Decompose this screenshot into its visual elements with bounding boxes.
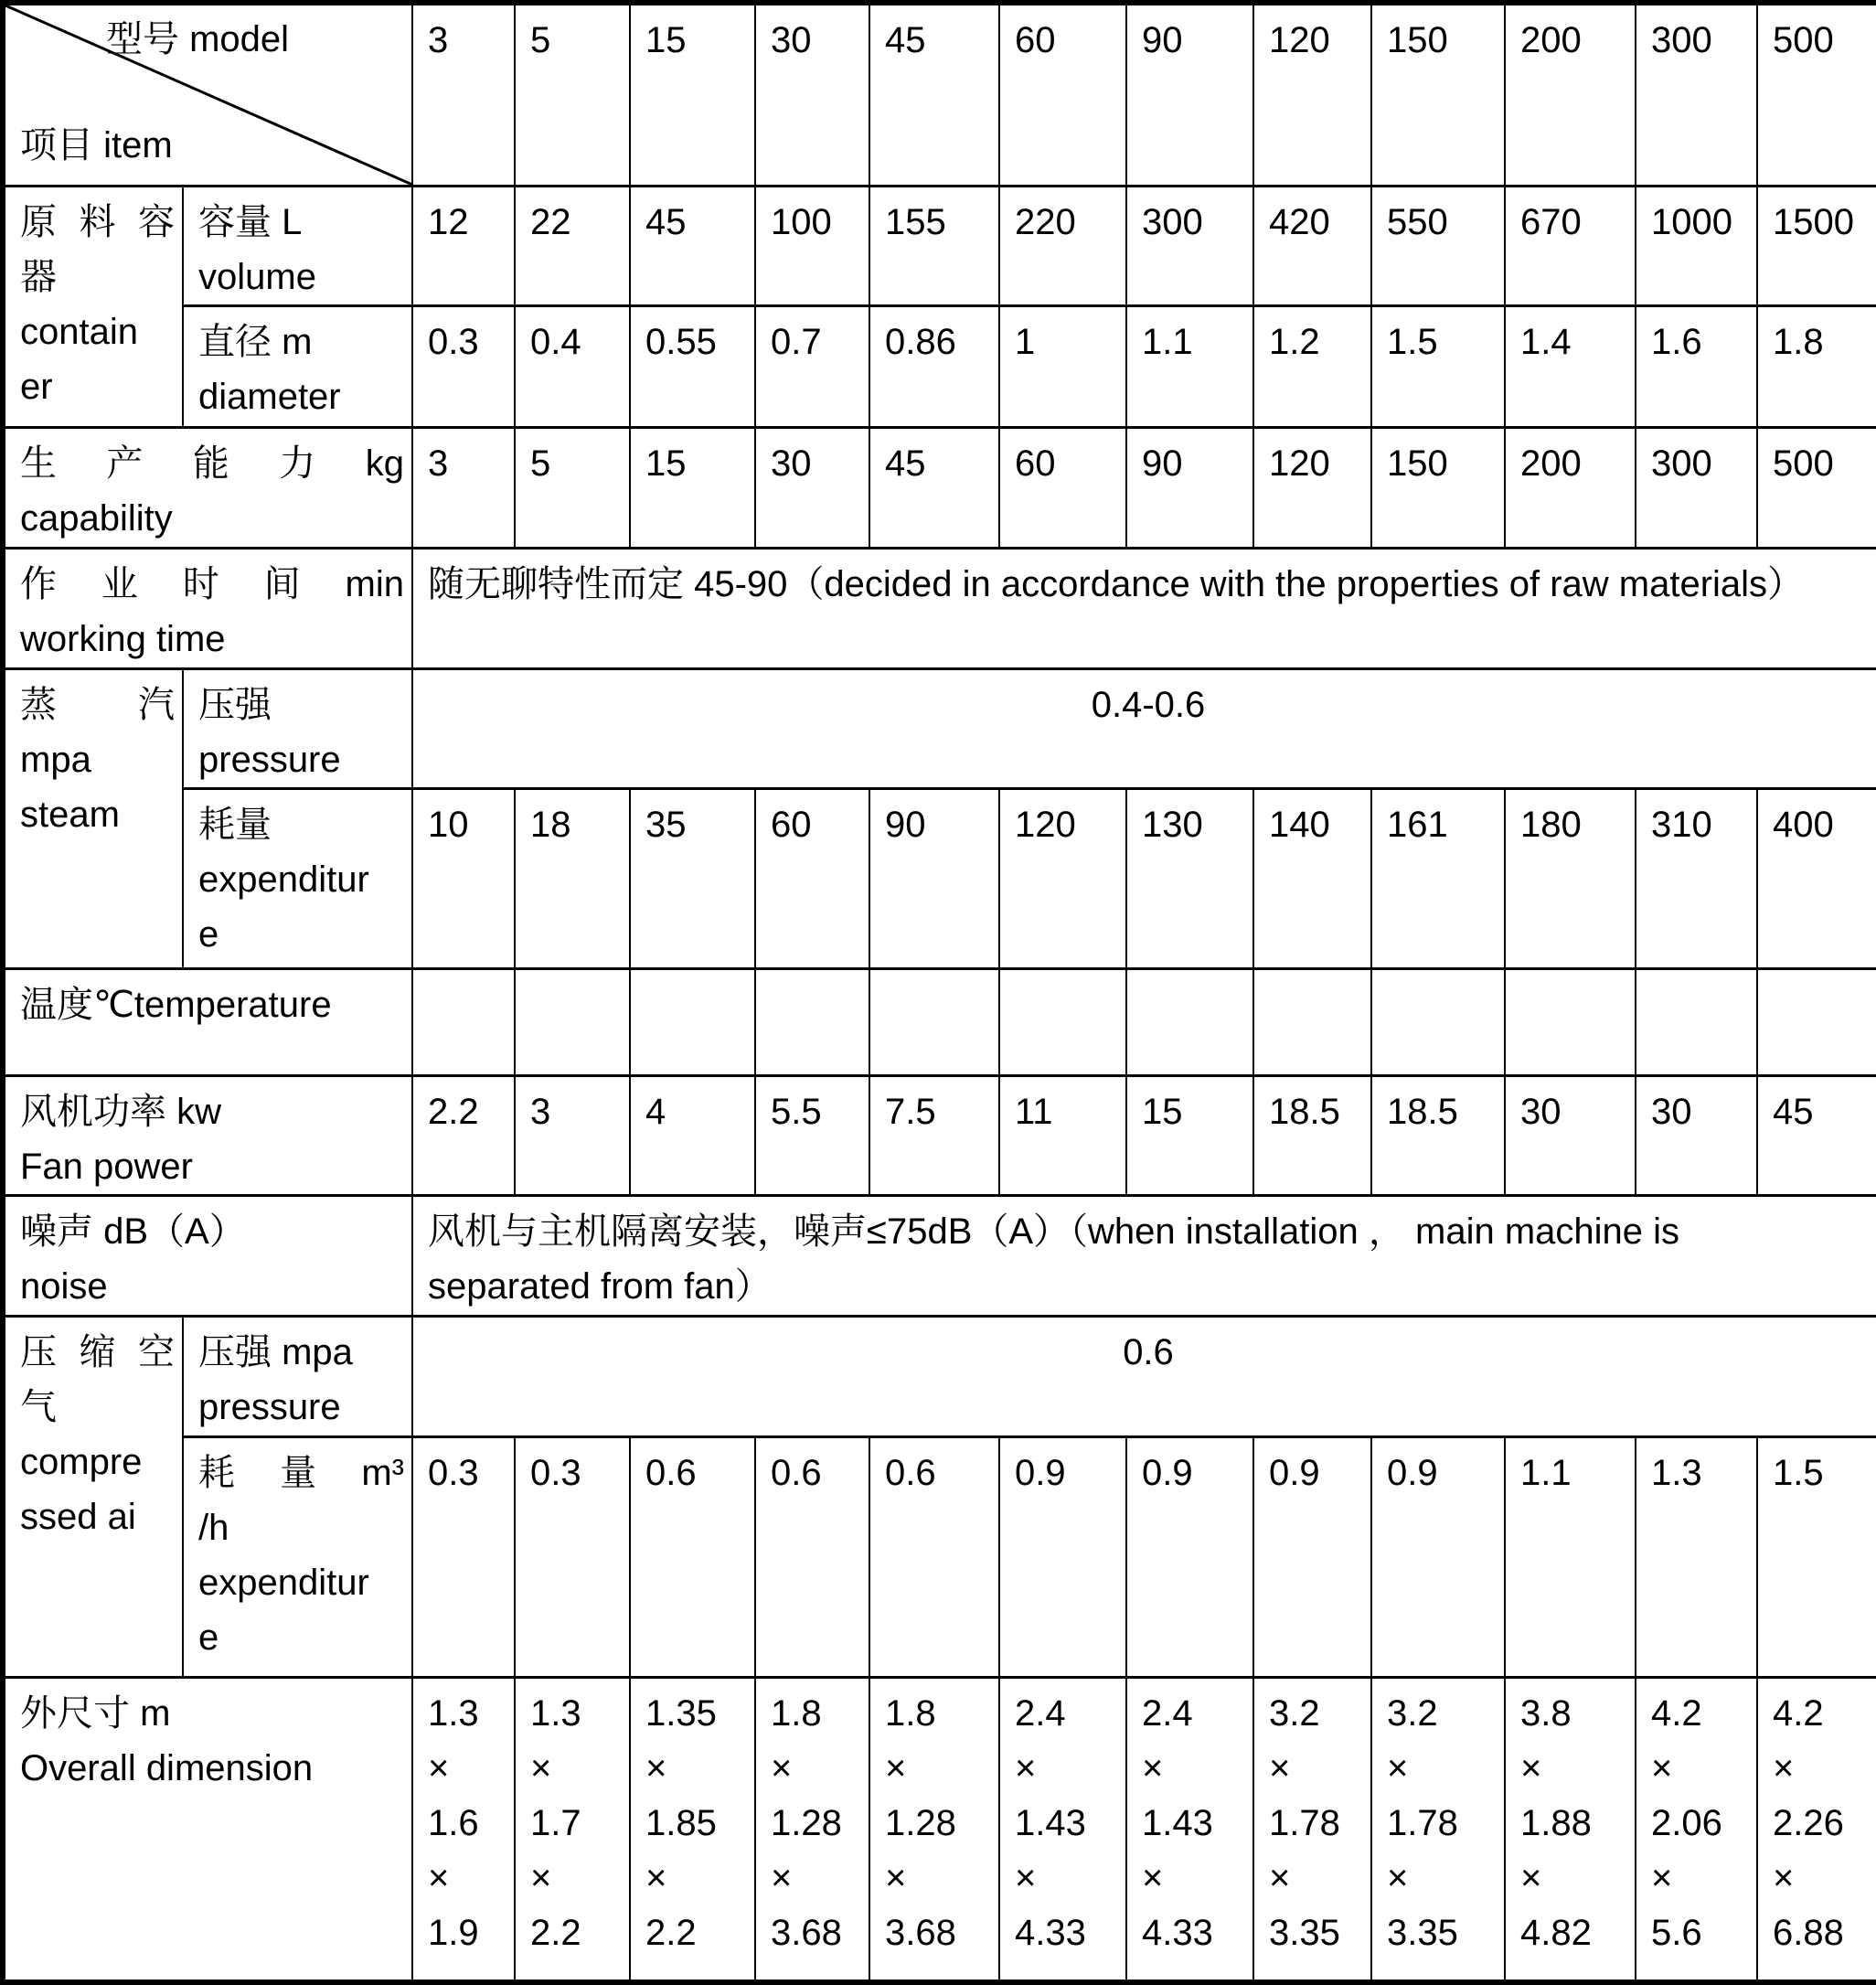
dimension-line: ×: [771, 1747, 793, 1788]
capability-value-cell: 120: [1253, 427, 1371, 548]
dimension-line: 4.33: [1142, 1912, 1213, 1953]
steam-expenditure-value-cell: 90: [869, 788, 999, 968]
diameter-value-cell: 0.4: [515, 305, 630, 427]
dimension-line: 2.2: [645, 1912, 697, 1953]
model-header-cell: 3: [412, 3, 515, 186]
model-header-cell: 45: [869, 3, 999, 186]
row-air-expenditure: [3, 1436, 1876, 1677]
dimension-line: ×: [428, 1857, 450, 1898]
diameter-value-cell: 1: [999, 305, 1126, 427]
dimension-line: 3.2: [1387, 1692, 1438, 1734]
text-line: 蒸 汽: [20, 684, 175, 725]
diameter-value-cell: 1.1: [1126, 305, 1253, 427]
model-header-cell: 300: [1636, 3, 1757, 186]
air-expenditure-value-cell: 0.3: [412, 1436, 515, 1677]
dimension-line: ×: [1651, 1747, 1673, 1788]
temperature-value-cell: [1757, 968, 1876, 1075]
dimension-line: 2.4: [1015, 1692, 1066, 1734]
dimension-line: 4.33: [1015, 1912, 1086, 1953]
temperature-value-cell: [1126, 968, 1253, 1075]
label-temperature: [3, 968, 412, 1075]
row-steam-pressure: [3, 668, 1876, 788]
model-header-cell: 150: [1371, 3, 1505, 186]
text-line: er: [20, 366, 53, 407]
text-line: 风机功率 kw: [20, 1091, 221, 1132]
dimension-line: 2.2: [530, 1912, 581, 1953]
text-line: noise: [20, 1265, 108, 1307]
air-expenditure-value-cell: 1.1: [1505, 1436, 1636, 1677]
text-line: 耗 量 m³: [198, 1452, 404, 1493]
dimension-line: 1.6: [428, 1802, 479, 1843]
dimension-value-cell: [1505, 1677, 1636, 1982]
steam-expenditure-value-cell: 130: [1126, 788, 1253, 968]
fan-power-value-cell: 3: [515, 1075, 630, 1195]
dimension-line: ×: [1651, 1857, 1673, 1898]
label-volume: [183, 186, 412, 305]
capability-value-cell: 5: [515, 427, 630, 548]
dimension-line: ×: [1773, 1857, 1795, 1898]
model-header-cell: 5: [515, 3, 630, 186]
dimension-line: 4.82: [1520, 1912, 1592, 1953]
dimension-line: ×: [885, 1857, 907, 1898]
capability-value-cell: 3: [412, 427, 515, 548]
dimension-line: ×: [1142, 1747, 1164, 1788]
corner-item-label: 项目 item: [20, 124, 173, 165]
dimension-line: 3.68: [885, 1912, 956, 1953]
dimension-line: 6.88: [1773, 1912, 1844, 1953]
dimension-value-cell: [755, 1677, 869, 1982]
label-working-time: [3, 548, 412, 668]
text-line: 温度℃temperature: [20, 984, 332, 1025]
label-steam-expenditure: [183, 788, 412, 968]
volume-value-cell: 100: [755, 186, 869, 305]
fan-power-value-cell: 5.5: [755, 1075, 869, 1195]
dimension-value-cell: [630, 1677, 755, 1982]
row-steam-expenditure: [3, 788, 1876, 968]
dimension-line: ×: [1015, 1747, 1037, 1788]
dimension-line: ×: [885, 1747, 907, 1788]
dimension-line: 1.78: [1387, 1802, 1458, 1843]
dimension-line: 1.78: [1269, 1802, 1340, 1843]
diameter-value-cell: 1.2: [1253, 305, 1371, 427]
volume-value-cell: 1500: [1757, 186, 1876, 305]
text-line: pressure: [198, 1386, 341, 1427]
text-line: steam: [20, 794, 120, 835]
text-line: diameter: [198, 376, 341, 417]
dimension-line: ×: [1387, 1857, 1409, 1898]
text-line: pressure: [198, 739, 341, 780]
text-line: volume: [198, 256, 316, 297]
dimension-line: 1.8: [885, 1692, 936, 1734]
header-row: [3, 3, 1876, 186]
dimension-line: ×: [530, 1747, 552, 1788]
fan-power-value-cell: 15: [1126, 1075, 1253, 1195]
model-header-cell: 30: [755, 3, 869, 186]
text-line: 生 产 能 力 kg: [20, 443, 404, 484]
dimension-line: ×: [645, 1747, 667, 1788]
text-line: contain: [20, 311, 138, 352]
steam-expenditure-value-cell: 140: [1253, 788, 1371, 968]
row-container-diameter: [3, 305, 1876, 427]
text-line: e: [198, 913, 219, 955]
dimension-value-cell: [1253, 1677, 1371, 1982]
text-line: 外尺寸 m: [20, 1692, 171, 1734]
dimension-line: 3.8: [1520, 1692, 1572, 1734]
dimension-value-cell: [1757, 1677, 1876, 1982]
label-container-group: [3, 186, 183, 427]
capability-value-cell: 30: [755, 427, 869, 548]
model-header-cell: 90: [1126, 3, 1253, 186]
row-air-pressure: [3, 1316, 1876, 1436]
text-line: capability: [20, 497, 173, 539]
dimension-line: 1.7: [530, 1802, 581, 1843]
volume-value-cell: 550: [1371, 186, 1505, 305]
air-expenditure-value-cell: 0.6: [869, 1436, 999, 1677]
temperature-value-cell: [1371, 968, 1505, 1075]
temperature-value-cell: [412, 968, 515, 1075]
dimension-line: 2.4: [1142, 1692, 1193, 1734]
text-line: Fan power: [20, 1146, 193, 1187]
dimension-line: 2.06: [1651, 1802, 1722, 1843]
text-line: 直径 m: [198, 321, 313, 362]
air-expenditure-value-cell: 0.9: [1126, 1436, 1253, 1677]
volume-value-cell: 45: [630, 186, 755, 305]
dimension-line: ×: [530, 1857, 552, 1898]
fan-power-value-cell: 7.5: [869, 1075, 999, 1195]
volume-value-cell: 1000: [1636, 186, 1757, 305]
label-steam-pressure: [183, 668, 412, 788]
volume-value-cell: 420: [1253, 186, 1371, 305]
dimension-line: ×: [1142, 1857, 1164, 1898]
text-line: separated from fan）: [428, 1265, 772, 1307]
fan-power-value-cell: 30: [1636, 1075, 1757, 1195]
dimension-line: ×: [645, 1857, 667, 1898]
diameter-value-cell: 1.8: [1757, 305, 1876, 427]
fan-power-value-cell: 2.2: [412, 1075, 515, 1195]
text-line: e: [198, 1617, 219, 1658]
row-fan-power: [3, 1075, 1876, 1195]
dimension-line: 1.3: [428, 1692, 479, 1734]
text-line: Overall dimension: [20, 1747, 314, 1788]
diameter-value-cell: 1.6: [1636, 305, 1757, 427]
capability-value-cell: 90: [1126, 427, 1253, 548]
steam-expenditure-value-cell: 120: [999, 788, 1126, 968]
text-line: 压强: [198, 684, 272, 725]
steam-expenditure-value-cell: 10: [412, 788, 515, 968]
text-line: ssed ai: [20, 1496, 136, 1537]
working-time-text: 随无聊特性而定 45-90（decided in accordance with the properties of raw materials）: [412, 548, 1876, 668]
text-line: 器: [20, 256, 57, 297]
temperature-value-cell: [869, 968, 999, 1075]
volume-value-cell: 12: [412, 186, 515, 305]
dimension-line: 1.88: [1520, 1802, 1592, 1843]
label-fan-power: [3, 1075, 412, 1195]
dimension-value-cell: [1126, 1677, 1253, 1982]
steam-expenditure-value-cell: 400: [1757, 788, 1876, 968]
air-expenditure-value-cell: 0.3: [515, 1436, 630, 1677]
dimension-line: 3.35: [1387, 1912, 1458, 1953]
dimension-value-cell: [1636, 1677, 1757, 1982]
text-line: compre: [20, 1441, 143, 1482]
diameter-value-cell: 0.3: [412, 305, 515, 427]
diameter-value-cell: 0.55: [630, 305, 755, 427]
dimension-value-cell: [515, 1677, 630, 1982]
capability-value-cell: 500: [1757, 427, 1876, 548]
text-line: 容量 L: [198, 201, 303, 242]
corner-model-label: 型号 model: [106, 19, 290, 59]
text-line: 噪声 dB（A）: [20, 1211, 246, 1252]
row-noise: [3, 1195, 1876, 1316]
label-air-pressure: [183, 1316, 412, 1436]
row-temperature: [3, 968, 1876, 1075]
dimension-line: 1.85: [645, 1802, 717, 1843]
label-steam-group: [3, 668, 183, 968]
steam-pressure-value: 0.4-0.6: [412, 668, 1876, 788]
dimension-line: ×: [1269, 1747, 1291, 1788]
text-line: 原 料 容: [20, 201, 175, 242]
model-header-cell: 500: [1757, 3, 1876, 186]
temperature-value-cell: [630, 968, 755, 1075]
dimension-line: 1.28: [771, 1802, 842, 1843]
steam-expenditure-value-cell: 180: [1505, 788, 1636, 968]
capability-value-cell: 150: [1371, 427, 1505, 548]
diameter-value-cell: 0.7: [755, 305, 869, 427]
label-compressed-air-group: [3, 1316, 183, 1677]
volume-value-cell: 670: [1505, 186, 1636, 305]
air-expenditure-value-cell: 0.6: [755, 1436, 869, 1677]
steam-expenditure-value-cell: 18: [515, 788, 630, 968]
air-pressure-value: 0.6: [412, 1316, 1876, 1436]
dimension-line: 2.26: [1773, 1802, 1844, 1843]
capability-value-cell: 300: [1636, 427, 1757, 548]
text-line: 风机与主机隔离安装，噪声≤75dB（A）（when installation ， main machine is: [428, 1211, 1680, 1252]
fan-power-value-cell: 30: [1505, 1075, 1636, 1195]
dimension-line: 1.35: [645, 1692, 717, 1734]
text-line: expenditur: [198, 859, 369, 900]
dimension-line: 1.9: [428, 1912, 479, 1953]
diameter-value-cell: 0.86: [869, 305, 999, 427]
fan-power-value-cell: 11: [999, 1075, 1126, 1195]
dimension-value-cell: [869, 1677, 999, 1982]
text-line: 耗量: [198, 804, 272, 845]
label-air-expenditure: [183, 1436, 412, 1677]
label-capability: [3, 427, 412, 548]
dimension-line: 4.2: [1773, 1692, 1824, 1734]
volume-value-cell: 220: [999, 186, 1126, 305]
corner-cell: [3, 3, 412, 186]
air-expenditure-value-cell: 1.5: [1757, 1436, 1876, 1677]
capability-value-cell: 15: [630, 427, 755, 548]
capability-value-cell: 200: [1505, 427, 1636, 548]
label-dimension: [3, 1677, 412, 1982]
air-expenditure-value-cell: 0.9: [1371, 1436, 1505, 1677]
volume-value-cell: 155: [869, 186, 999, 305]
dimension-line: 5.6: [1651, 1912, 1702, 1953]
row-dimension: [3, 1677, 1876, 1982]
dimension-line: 3.68: [771, 1912, 842, 1953]
label-diameter: [183, 305, 412, 427]
temperature-value-cell: [755, 968, 869, 1075]
temperature-value-cell: [1253, 968, 1371, 1075]
text-line: 压强 mpa: [198, 1331, 353, 1372]
dimension-line: 4.2: [1651, 1692, 1702, 1734]
volume-value-cell: 300: [1126, 186, 1253, 305]
fan-power-value-cell: 4: [630, 1075, 755, 1195]
dimension-line: ×: [1520, 1747, 1542, 1788]
row-container-volume: [3, 186, 1876, 305]
temperature-value-cell: [1505, 968, 1636, 1075]
air-expenditure-value-cell: 0.9: [999, 1436, 1126, 1677]
capability-value-cell: 60: [999, 427, 1126, 548]
dimension-value-cell: [1371, 1677, 1505, 1982]
model-header-cell: 15: [630, 3, 755, 186]
dimension-value-cell: [999, 1677, 1126, 1982]
steam-expenditure-value-cell: 161: [1371, 788, 1505, 968]
dimension-line: 1.43: [1142, 1802, 1213, 1843]
dimension-line: ×: [1015, 1857, 1037, 1898]
dimension-line: 3.35: [1269, 1912, 1340, 1953]
dimension-line: 3.2: [1269, 1692, 1320, 1734]
temperature-value-cell: [1636, 968, 1757, 1075]
temperature-value-cell: [999, 968, 1126, 1075]
air-expenditure-value-cell: 0.9: [1253, 1436, 1371, 1677]
air-expenditure-value-cell: 1.3: [1636, 1436, 1757, 1677]
model-header-cell: 200: [1505, 3, 1636, 186]
label-noise: [3, 1195, 412, 1316]
text-line: mpa: [20, 739, 91, 780]
row-capability: [3, 427, 1876, 548]
dimension-line: ×: [1269, 1857, 1291, 1898]
fan-power-value-cell: 18.5: [1253, 1075, 1371, 1195]
dimension-line: ×: [428, 1747, 450, 1788]
steam-expenditure-value-cell: 35: [630, 788, 755, 968]
diameter-value-cell: 1.5: [1371, 305, 1505, 427]
steam-expenditure-value-cell: 60: [755, 788, 869, 968]
temperature-value-cell: [515, 968, 630, 1075]
dimension-line: 1.43: [1015, 1802, 1086, 1843]
dimension-line: 1.8: [771, 1692, 822, 1734]
diameter-value-cell: 1.4: [1505, 305, 1636, 427]
text-line: /h: [198, 1507, 229, 1548]
text-line: 作 业 时 间 min: [20, 563, 404, 604]
text-line: expenditur: [198, 1562, 369, 1603]
dimension-line: ×: [1387, 1747, 1409, 1788]
text-line: working time: [20, 618, 226, 659]
noise-text: [412, 1195, 1876, 1316]
fan-power-value-cell: 45: [1757, 1075, 1876, 1195]
volume-value-cell: 22: [515, 186, 630, 305]
capability-value-cell: 45: [869, 427, 999, 548]
dimension-line: ×: [771, 1857, 793, 1898]
dimension-line: ×: [1520, 1857, 1542, 1898]
model-header-cell: 60: [999, 3, 1126, 186]
row-working-time: [3, 548, 1876, 668]
dimension-line: 1.28: [885, 1802, 956, 1843]
text-line: 压 缩 空: [20, 1331, 175, 1372]
steam-expenditure-value-cell: 310: [1636, 788, 1757, 968]
air-expenditure-value-cell: 0.6: [630, 1436, 755, 1677]
dimension-value-cell: [412, 1677, 515, 1982]
dimension-line: ×: [1773, 1747, 1795, 1788]
text-line: 气: [20, 1386, 57, 1427]
dimension-line: 1.3: [530, 1692, 581, 1734]
fan-power-value-cell: 18.5: [1371, 1075, 1505, 1195]
model-header-cell: 120: [1253, 3, 1371, 186]
